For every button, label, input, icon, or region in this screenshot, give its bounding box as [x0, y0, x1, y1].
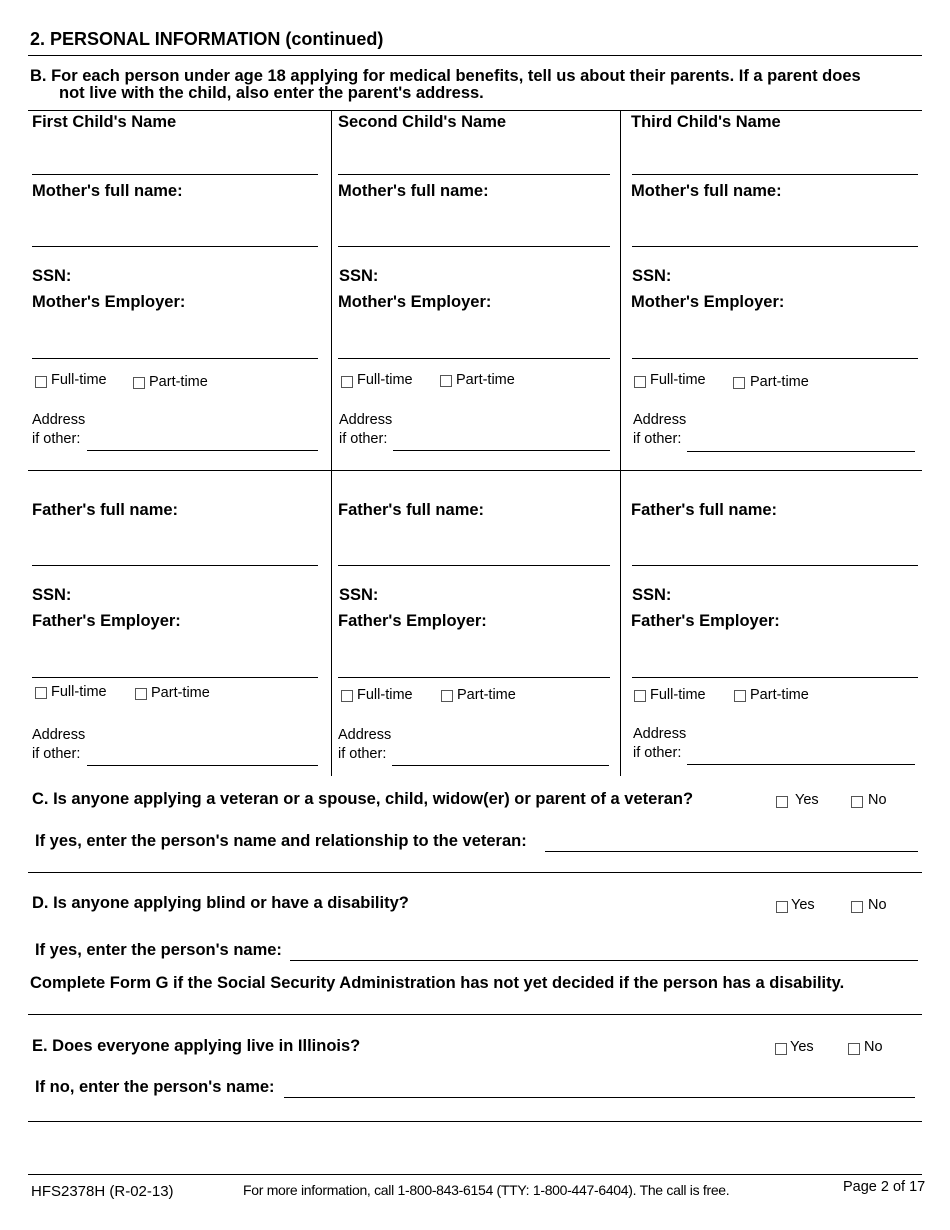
father-part-time-checkbox[interactable] — [441, 690, 453, 702]
footer-divider — [28, 1174, 922, 1175]
mother-employer-field[interactable] — [632, 358, 918, 359]
father-ssn-label: SSN: — [632, 586, 672, 604]
mother-name-label: Mother's full name: — [631, 182, 782, 200]
part-time-label: Part-time — [456, 372, 515, 388]
mother-name-field[interactable] — [32, 246, 318, 247]
full-time-label: Full-time — [51, 372, 107, 388]
father-full-time-checkbox[interactable] — [634, 690, 646, 702]
part-c-yes-checkbox[interactable] — [776, 796, 788, 808]
mother-full-time-checkbox[interactable] — [35, 376, 47, 388]
father-full-time-checkbox[interactable] — [341, 690, 353, 702]
mother-part-time-checkbox[interactable] — [440, 375, 452, 387]
father-employer-label: Father's Employer: — [631, 612, 780, 630]
part-e-yes-label: Yes — [790, 1039, 814, 1055]
part-d-note: Complete Form G if the Social Security Administration has not yet decided if the person has a disability. — [30, 974, 845, 992]
part-d-yes-label: Yes — [791, 897, 815, 913]
address-label: Address — [338, 727, 392, 743]
mother-employer-label: Mother's Employer: — [338, 293, 492, 311]
part-c-no-label: No — [868, 792, 887, 808]
part-c-divider — [28, 872, 922, 873]
mother-name-label: Mother's full name: — [338, 182, 489, 200]
child-name-field[interactable] — [338, 174, 610, 175]
footer-info: For more information, call 1-800-843-6154 (TTY: 1-800-447-6404). The call is free. — [243, 1182, 730, 1198]
mother-address-field[interactable] — [87, 450, 318, 451]
father-full-time-checkbox[interactable] — [35, 687, 47, 699]
full-time-label: Full-time — [650, 687, 706, 703]
part-d-question: D. Is anyone applying blind or have a disability? — [32, 894, 409, 912]
part-time-label: Part-time — [750, 687, 809, 703]
child-name-heading: First Child's Name — [32, 113, 177, 131]
part-time-label: Part-time — [457, 687, 516, 703]
mother-father-divider — [28, 470, 922, 471]
part-d-divider — [28, 1014, 922, 1015]
veteran-relationship-field[interactable] — [545, 851, 918, 852]
section-title: 2. PERSONAL INFORMATION (continued) — [30, 29, 384, 49]
part-d-followup: If yes, enter the person's name: — [35, 941, 282, 959]
father-employer-label: Father's Employer: — [32, 612, 181, 630]
mother-part-time-checkbox[interactable] — [733, 377, 745, 389]
grid-top-border — [28, 110, 922, 111]
part-time-label: Part-time — [151, 685, 210, 701]
address-label: Address — [32, 412, 86, 428]
part-b-instruction-line2: not live with the child, also enter the parent's address. — [59, 84, 484, 102]
header-divider — [28, 55, 922, 56]
part-time-label: Part-time — [750, 374, 809, 390]
part-c-question: C. Is anyone applying a veteran or a spouse, child, widow(er) or parent of a veteran? — [32, 790, 694, 808]
address-label: Address — [339, 412, 393, 428]
father-address-field[interactable] — [392, 765, 609, 766]
father-name-field[interactable] — [338, 565, 610, 566]
mother-full-time-checkbox[interactable] — [634, 376, 646, 388]
column-divider-2 — [620, 110, 621, 776]
father-name-field[interactable] — [32, 565, 318, 566]
part-e-yes-checkbox[interactable] — [775, 1043, 787, 1055]
address-label: Address — [633, 726, 687, 742]
child-name-heading: Second Child's Name — [338, 113, 507, 131]
mother-address-field[interactable] — [393, 450, 610, 451]
father-address-field[interactable] — [687, 764, 915, 765]
column-divider-1 — [331, 110, 332, 776]
child-name-field[interactable] — [632, 174, 918, 175]
father-part-time-checkbox[interactable] — [135, 688, 147, 700]
mother-employer-label: Mother's Employer: — [32, 293, 186, 311]
full-time-label: Full-time — [650, 372, 706, 388]
part-c-no-checkbox[interactable] — [851, 796, 863, 808]
part-b-instruction-line1: B. For each person under age 18 applying for medical benefits, tell us about their parents. If a parent does — [30, 67, 861, 85]
address-label: Address — [633, 412, 687, 428]
disability-person-name-field[interactable] — [290, 960, 918, 961]
part-e-no-label: No — [864, 1039, 883, 1055]
part-d-no-label: No — [868, 897, 887, 913]
mother-name-field[interactable] — [338, 246, 610, 247]
mother-employer-label: Mother's Employer: — [631, 293, 785, 311]
mother-employer-field[interactable] — [32, 358, 318, 359]
part-c-followup: If yes, enter the person's name and relationship to the veteran: — [35, 832, 527, 850]
mother-address-field[interactable] — [687, 451, 915, 452]
father-ssn-label: SSN: — [32, 586, 72, 604]
mother-name-field[interactable] — [632, 246, 918, 247]
non-resident-name-field[interactable] — [284, 1097, 915, 1098]
if-other-label: if other: — [633, 431, 682, 447]
mother-full-time-checkbox[interactable] — [341, 376, 353, 388]
full-time-label: Full-time — [51, 684, 107, 700]
mother-ssn-label: SSN: — [632, 267, 672, 285]
part-e-followup: If no, enter the person's name: — [35, 1078, 275, 1096]
child-name-field[interactable] — [32, 174, 318, 175]
part-e-question: E. Does everyone applying live in Illinois? — [32, 1037, 361, 1055]
father-name-label: Father's full name: — [32, 501, 179, 519]
father-employer-field[interactable] — [338, 677, 610, 678]
part-time-label: Part-time — [149, 374, 208, 390]
part-d-no-checkbox[interactable] — [851, 901, 863, 913]
part-c-yes-label: Yes — [795, 792, 819, 808]
father-ssn-label: SSN: — [339, 586, 379, 604]
mother-ssn-label: SSN: — [32, 267, 72, 285]
form-id: HFS2378H (R-02-13) — [31, 1183, 174, 1200]
father-part-time-checkbox[interactable] — [734, 690, 746, 702]
father-employer-field[interactable] — [32, 677, 318, 678]
father-address-field[interactable] — [87, 765, 318, 766]
full-time-label: Full-time — [357, 372, 413, 388]
if-other-label: if other: — [32, 431, 81, 447]
if-other-label: if other: — [338, 746, 387, 762]
mother-name-label: Mother's full name: — [32, 182, 183, 200]
part-e-divider — [28, 1121, 922, 1122]
father-name-label: Father's full name: — [631, 501, 778, 519]
father-name-label: Father's full name: — [338, 501, 485, 519]
if-other-label: if other: — [32, 746, 81, 762]
child-name-heading: Third Child's Name — [631, 113, 781, 131]
mother-ssn-label: SSN: — [339, 267, 379, 285]
part-e-no-checkbox[interactable] — [848, 1043, 860, 1055]
mother-employer-field[interactable] — [338, 358, 610, 359]
address-label: Address — [32, 727, 86, 743]
page-number: Page 2 of 17 — [843, 1179, 926, 1195]
full-time-label: Full-time — [357, 687, 413, 703]
father-employer-field[interactable] — [632, 677, 918, 678]
if-other-label: if other: — [339, 431, 388, 447]
if-other-label: if other: — [633, 745, 682, 761]
part-d-yes-checkbox[interactable] — [776, 901, 788, 913]
father-name-field[interactable] — [632, 565, 918, 566]
father-employer-label: Father's Employer: — [338, 612, 487, 630]
mother-part-time-checkbox[interactable] — [133, 377, 145, 389]
